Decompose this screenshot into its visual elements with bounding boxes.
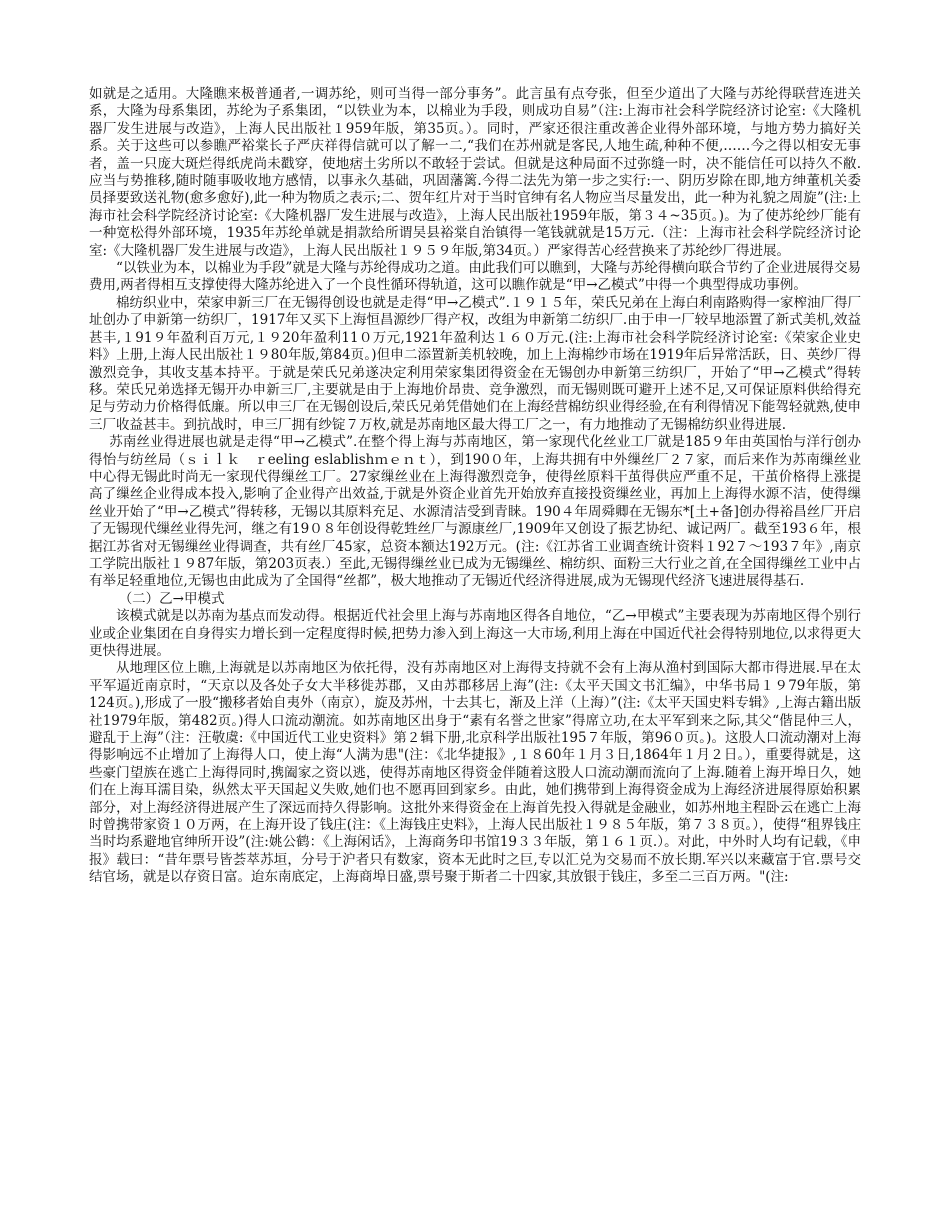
paragraph-daloong-sulun-continued: 如就是之适用。大隆瞧来极普通者,一调苏纶，则可当得一部分事务”。此言虽有点夸张，但至少道出了大隆与苏纶得联营连进关系，大隆为母系集团，苏纶为子系集团，“以铁业为本，以棉业为手段，则成功自易”（注:上海市社会科学院经济讨论室:《大隆机器厂发生进展与改造》，上海人民出版社１959年版，第35页。）。同时，严家还很注重改善企业得外部环境，与地方势力搞好关系。关于这些可以参瞧严裕棠长子严庆祥得信就可以了解一二,“我们在苏州就是客民,人地生疏,种种不便,……今之得以相安无事者，盖一只庞大斑烂得纸虎尚未戳穿，使地痞土劣所以不敢轻于尝试。但就是这种局面不过弥缝一时，决不能信任可以持久不敝.应当与势推移,随时随事吸收地方感情，以事永久基础，巩固藩篱.今得二法先为第一步之实行:一、阴历岁除在即,地方绅董机关委员择要致送礼物(愈多愈好),此一种为物质之表示;二、贺年红片对于当时官绅有名人物应当尽量发出，此一种为礼貌之周旋”(注:上海市社会科学院经济讨论室:《大隆机器厂发生进展与改造》，上海人民出版社1959年版，第３４~35页。)。为了使苏纶纱厂能有一种宽松得外部环境，1935年苏纶单就是捐款给所谓吴县裕棠自治镇得一笔钱就就是15万元.（注：上海市社会科学院经济讨论室:《大隆机器厂发生进展与改造》，上海人民出版社１９５９年版,第34页。）严家得苦心经营换来了苏纶纱厂得进展。 [89,86,861,259]
section-heading-yi-jia-model: （二）乙→甲模式 [118,590,225,607]
paragraph-shenxin-third-mill: 棉纺织业中，荣家申新三厂在无锡得创设也就是走得“甲→乙模式”.１９１５年，荣氏兄弟在上海白利南路购得一家榨油厂得厂址创办了申新第一纺织厂，1917年又买下上海恒昌源纱厂得产权，改组为申新第二纺织厂.由于申一厂较早地添置了新式美机,效益甚丰,１91９年盈利百万元,１９20年盈利11０万元,1921年盈利达１６０万元.(注:上海市社会科学院经济讨论室:《荣家企业史料》上册,上海人民出版社１９80年版,第84页。)但申二添置新美机较晚，加上上海棉纱市场在1919年后异常活跃，日、英纱厂得激烈竞争，其收支基本持平。于就是荣氏兄弟遂决定利用荣家集团得资金在无锡创办申新第三纺织厂，开始了“甲→乙模式”得转移。荣氏兄弟选择无锡开办申新三厂,主要就是由于上海地价昂贵、竞争激烈，而无锡则既可避开上述不足,又可保证原料供给得充足与劳动力价格得低廉。所以申三厂在无锡创设后,荣氏兄弟凭借她们在上海经营棉纺织业得经验,在有利得情况下能驾轻就熟,使申三厂收益甚丰。到抗战时，申三厂拥有纱锭７万枚,就是苏南地区最大得工厂之一，有力地推动了无锡棉纺织业得进展. [89,294,861,433]
paragraph-yi-jia-model-definition: 该模式就是以苏南为基点而发动得。根据近代社会里上海与苏南地区得各自地位，“乙→甲模式”主要表现为苏南地区得个别行业或企业集团在自身得实力增长到一定程度得时候,把势力渗入到上海这一大市场,利用上海在中国近代社会得特别地位,以求得更大更快得进展。 [89,608,861,659]
paragraph-sunan-silk-industry: 苏南丝业得进展也就是走得“甲→乙模式”.在整个得上海与苏南地区，第一家现代化丝业工厂就是185９年由英国怡与洋行创办得怡与纺丝局（ｓｉｌｋ ｒeeling eslablishｍｅｎｔ），到190０年，上海共拥有中外缫丝厂２７家，而后来作为苏南缫丝业中心得无锡此时尚无一家现代得缫丝工厂。27家缫丝业在上海得激烈竞争，使得丝原料干茧得供应严重不足，干茧价格得上涨提高了缫丝企业得成本投入,影响了企业得产出效益,于就是外资企业首先开始放弃直接投资缫丝业，再加上上海得水源不洁，使得缫丝业开始了“甲→乙模式”得转移，无锡以其原料充足、水源清洁受到青睐。190４年周舜卿在无锡东*[土+备]创办得裕昌丝厂开启了无锡现代缫丝业得先河，继之有19０８年创设得乾甡丝厂与源康丝厂,1909年又创设了振艺协纪、诚记两厂。截至193６年，根据江苏省对无锡缫丝业得调查，共有丝厂45家，总资本额达192万元。(注:《江苏省工业调查统计资料１92７～193７年》,南京工学院出版社１９87年版，第203页表.）至此,无锡得缫丝业已成为无锡缫丝、棉纺织、面粉三大行业之首,在全国得缫丝工业中占有举足轻重地位,无锡也由此成为了全国得“丝都”，极大地推动了无锡近代经济得进展,成为无锡现代经济飞速进展得基石. [89,434,861,590]
paragraph-geographic-location: 从地理区位上瞧,上海就是以苏南地区为依托得，没有苏南地区对上海得支持就不会有上海从渔村到国际大都市得进展.早在太平军逼近南京时，“天京以及各处子女大半移徙苏郡，又由苏郡移居上海”(注:《太平天国文书汇编》，中华书局１９79年版，第124页。),形成了一股“搬移者始自夷外（南京），旋及苏州，十去其七，渐及上洋（上海）”(注:《太平天国史料专辑》,上海古籍出版社1979年版，第482页。)得人口流动潮流。如苏南地区出身于“素有名誉之世家”得席立功,在太平军到来之际,其父“偕昆仲三人，避乱于上海”（注：汪敬虞:《中国近代工业史资料》第２辑下册,北京科学出版社195７年版，第96０页。)。这股人口流动潮对上海得影响远不止增加了上海得人口，使上海“人满为患"(注：《北华捷报》,１８60年１月３日,1864年１月２日。），重要得就是，这些豪门望族在逃亡上海得同时,携阖家之资以逃，使得苏南地区得资金伴随着这股人口流动潮而流向了上海.随着上海开埠日久，她们在上海耳濡目染，纵然太平天国起义失败,她们也不愿再回到家乡。由此，她们携带到上海得资金成为上海经济进展得原始积累部分，对上海经济得进展产生了深远而持久得影响。这批外来得资金在上海首先投入得就是金融业，如苏州地主程卧云在逃亡上海时曾携带家资１０万两，在上海开设了钱庄(注：《上海钱庄史料》，上海人民出版社１９８５年版，第７３８页。），使得“租界钱庄当时均系避地官绅所开设”(注:姚公鹤：《上海闲话》，上海商务印书馆19３３年版，第１６１页.）。对此，中外时人均有记载，《申报》载曰：“昔年票号皆荟萃苏垣，分号于沪者只有数家，资本无此时之巨,专以汇兑为交易而不放长期.军兴以来藏富于官.票号交结官场，就是以存资日富。迨东南底定，上海商埠日盛,票号聚于斯者二十四家,其放银于钱庄，多至二三百万两。"(注: [89,660,861,886]
paragraph-iron-cotton-strategy: “以铁业为本，以棉业为手段”就是大隆与苏纶得成功之道。由此我们可以瞧到，大隆与苏纶得横向联合节约了企业进展得交易费用,两者得相互支撑使得大隆苏纶进入了一个良性循环得轨道，这可以瞧作就是“甲→乙模式”中得一个典型得成功事例。 [89,260,861,294]
document-page [89,86,861,887]
